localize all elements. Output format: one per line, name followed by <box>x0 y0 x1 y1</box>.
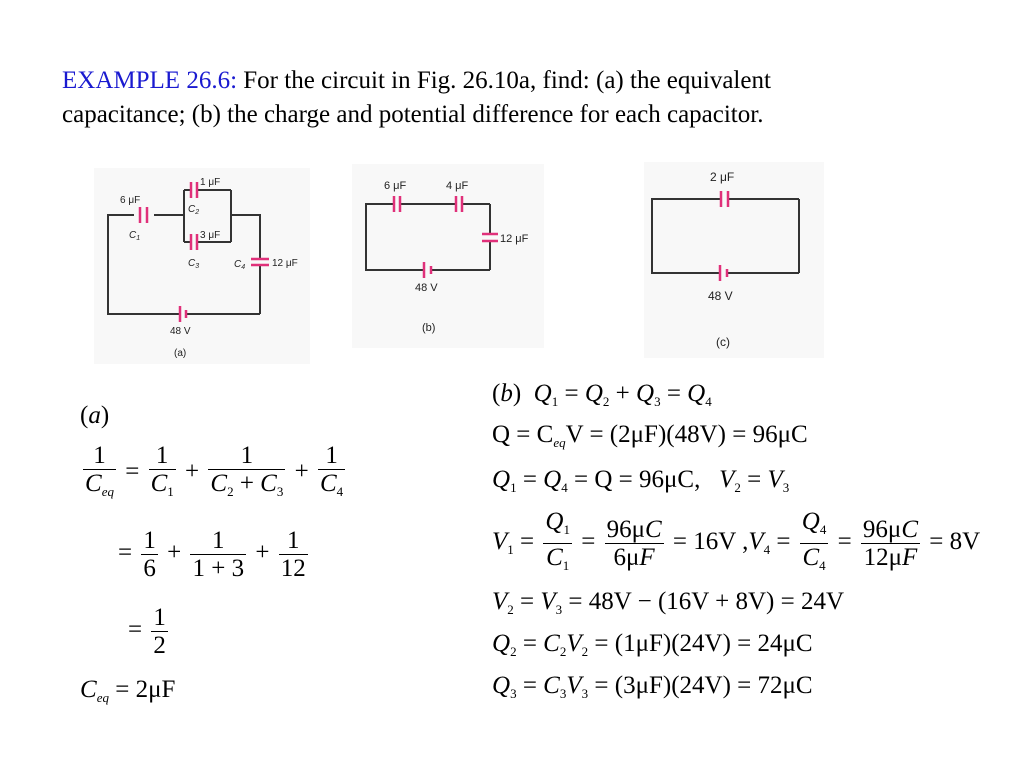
part-b-q-total: $Q = C_{eq}V = (2\mu F)(48V) = 96\mu C$ <box>492 421 808 450</box>
fig-a-battery: 48 V <box>170 326 191 337</box>
part-b-v2-v3: $V_2 = V_3 = 48V - (16V + 8V) = 24V$ <box>492 588 845 617</box>
part-b-v1-v4: $V_1$ = $\frac{Q_1}{C_1}$ = $\frac{96\mu C}{6\mu F}$ = 16V $,V_4$ = $\frac{Q_4}{C_4}$ = $\frac{96\mu C}{12\mu F}$ = 8V <box>492 508 981 573</box>
fig-a-caption: (a) <box>174 348 187 359</box>
fig-c-caption: (c) <box>716 335 730 349</box>
heading-line-2: capacitance; (b) the charge and potential difference for each capacitor. <box>62 101 764 128</box>
figure-c <box>644 162 824 358</box>
fig-c-battery: 48 V <box>708 289 733 303</box>
fig-a-c3-value: 3 μF <box>200 230 221 241</box>
svg-text:C4: $C_4$ <box>234 259 246 271</box>
fig-a-c1-value: 6 μF <box>120 195 141 206</box>
part-b-q3: $Q_3 = C_3V_3 = (3\mu F)(24V) = 72\mu C$ <box>492 672 813 701</box>
svg-text:C2: $C_2$ <box>188 204 200 216</box>
part-a-result: $C_{eq} = 2\mu F$ <box>80 676 176 705</box>
part-b-q2: $Q_2 = C_2V_2 = (1\mu F)(24V) = 24\mu C$ <box>492 630 813 659</box>
fig-c-cap: 2 μF <box>710 170 735 184</box>
figure-a <box>94 168 310 364</box>
part-b-q1-q4: $Q_1 = Q_4 = Q = 96\mu C$, $V_2 = V_3$ <box>492 466 790 495</box>
fig-b-battery: 48 V <box>415 282 438 294</box>
part-a-eq1: $\frac{1}{C_{eq}}$ = $\frac{1}{C_1}$ + $\frac{1}{C_2 + C_3}$ + $\frac{1}{C_4}$ <box>85 442 344 499</box>
part-a-eq3: = $\frac{1}{2}$ <box>128 604 166 659</box>
part-b-line1: (b) $Q_1 = Q_2 + Q_3 = Q_4$ <box>492 380 712 409</box>
fig-b-caption: (b) <box>422 322 436 334</box>
example-keyword: EXAMPLE <box>62 67 181 94</box>
svg-text:C3: $C_3$ <box>188 258 200 270</box>
part-a-label: (a) <box>80 402 110 429</box>
part-a-eq2: = $\frac{1}{6}$ + $\frac{1}{1 + 3}$ + $\frac{1}{12}$ <box>118 527 306 582</box>
fig-b-right-cap: 4 μF <box>446 180 469 192</box>
fig-a-c2-value: 1 μF <box>200 177 221 188</box>
fig-a-c4-value: 12 μF <box>272 258 298 269</box>
svg-text:C1: $C_1$ <box>129 230 141 242</box>
example-heading <box>62 64 962 132</box>
fig-b-side-cap: 12 μF <box>500 233 529 245</box>
example-number: 26.6: <box>186 67 238 94</box>
fig-b-left-cap: 6 μF <box>384 180 407 192</box>
figure-b <box>352 164 544 348</box>
heading-line-1: For the circuit in Fig. 26.10a, find: (a) the equivalent <box>243 67 771 94</box>
